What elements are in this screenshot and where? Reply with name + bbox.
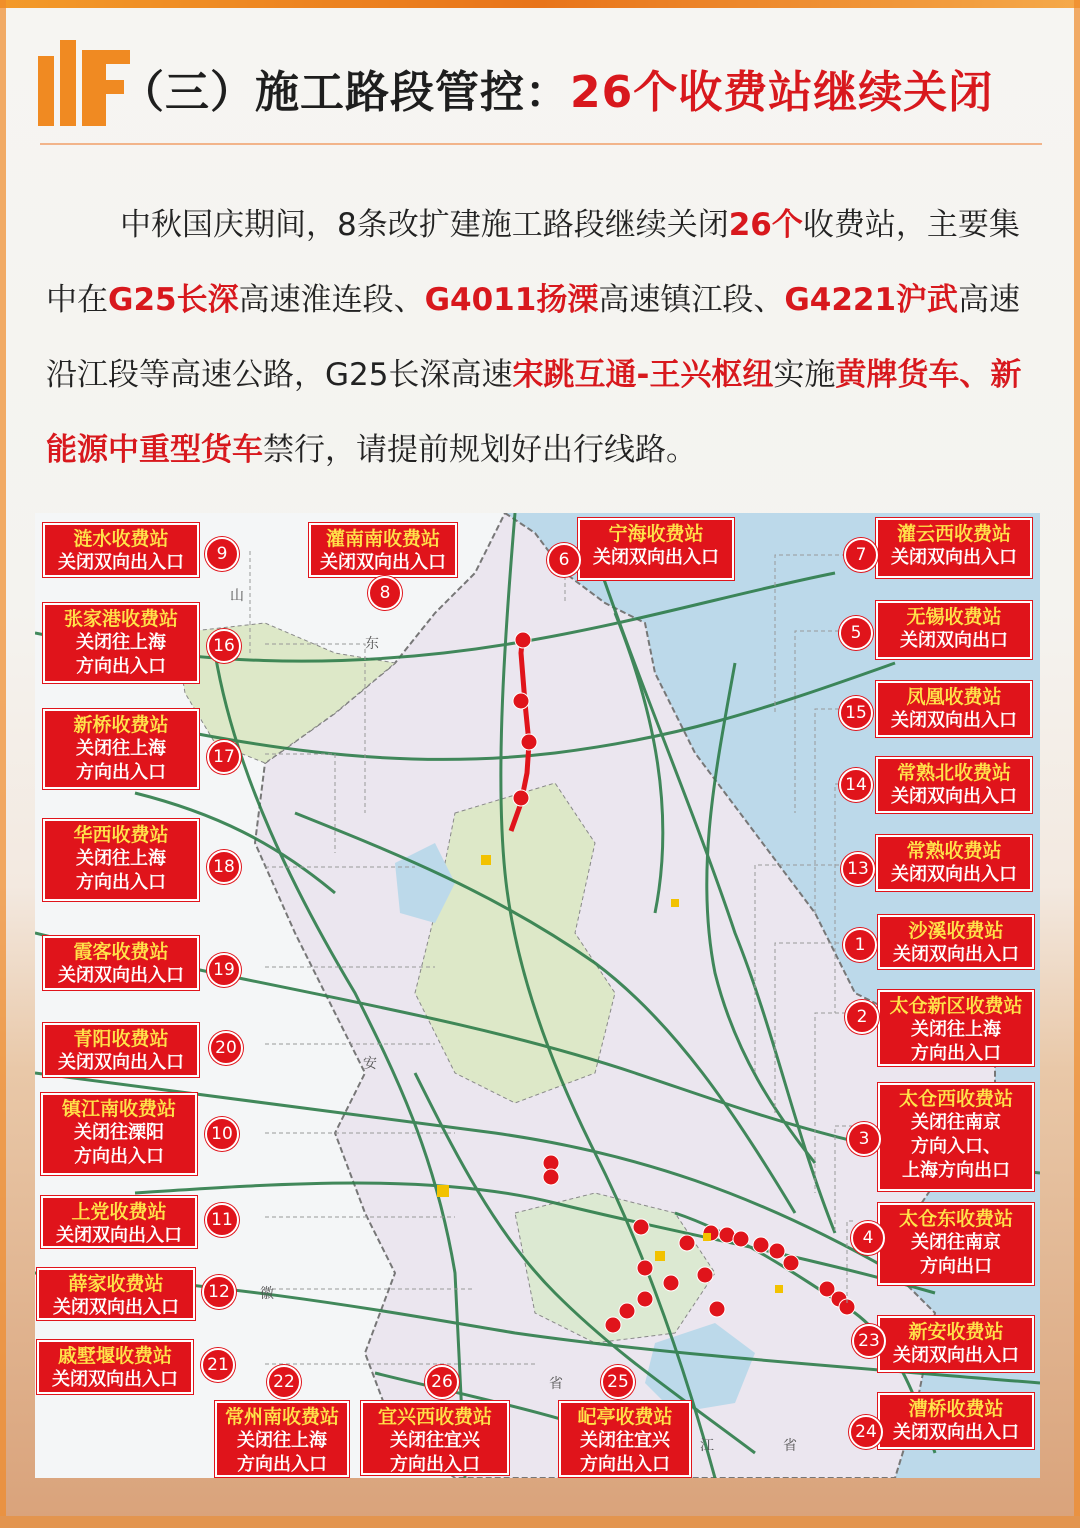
station-closure: 关闭双向出口 <box>900 630 1008 651</box>
title-prefix: （三）施工路段管控： <box>120 67 570 118</box>
bottom-border <box>0 1516 1080 1528</box>
station-number-23: 23 <box>852 1324 886 1358</box>
station-closure: 关闭双向出入口 <box>58 552 184 573</box>
station-name: 涟水收费站 <box>73 528 169 550</box>
station-label-17 <box>43 709 199 789</box>
station-label-26 <box>361 1401 509 1475</box>
top-border <box>0 0 1080 8</box>
paragraph-highlight: 26个 <box>728 207 803 243</box>
station-label-18 <box>43 819 199 901</box>
paragraph-highlight: 宋跳互通-王兴枢纽 <box>512 357 774 393</box>
station-number-11: 11 <box>205 1203 239 1237</box>
station-closure: 关闭往上海 方向出入口 <box>76 848 166 893</box>
paragraph-highlight: G25长深 <box>108 282 239 318</box>
station-closure: 关闭双向出入口 <box>891 710 1017 731</box>
station-closure: 关闭双向出入口 <box>53 1297 179 1318</box>
station-closure: 关闭往上海 方向出入口 <box>911 1019 1001 1064</box>
station-name: 太仓新区收费站 <box>889 995 1023 1017</box>
station-name: 上党收费站 <box>71 1201 167 1223</box>
station-label-16 <box>43 603 199 683</box>
station-name: 屺亭收费站 <box>577 1406 673 1428</box>
station-number-9: 9 <box>205 537 239 571</box>
station-name: 宜兴西收费站 <box>377 1406 492 1428</box>
station-closure: 关闭往溧阳 方向出入口 <box>74 1122 164 1167</box>
station-number-15: 15 <box>839 696 873 730</box>
station-number-6: 6 <box>547 543 581 577</box>
station-number-17: 17 <box>207 740 241 774</box>
station-closure: 关闭往宜兴 方向出入口 <box>390 1430 480 1475</box>
station-name: 漕桥收费站 <box>908 1398 1004 1420</box>
station-closure: 关闭往上海 方向出入口 <box>76 632 166 677</box>
station-number-19: 19 <box>207 953 241 987</box>
station-name: 新桥收费站 <box>73 714 169 736</box>
station-name: 常州南收费站 <box>224 1406 339 1428</box>
station-name: 戚墅堰收费站 <box>57 1345 172 1367</box>
station-number-25: 25 <box>601 1365 635 1399</box>
station-number-5: 5 <box>839 616 873 650</box>
station-number-20: 20 <box>209 1031 243 1065</box>
station-label-11 <box>41 1196 197 1248</box>
station-name: 太仓东收费站 <box>898 1208 1013 1230</box>
station-label-19 <box>43 936 199 990</box>
station-closure: 关闭双向出入口 <box>320 552 446 573</box>
place-label: 安 <box>363 1056 377 1072</box>
station-name: 霞客收费站 <box>73 941 169 963</box>
station-name: 华西收费站 <box>73 824 169 846</box>
station-closure: 关闭往宜兴 方向出入口 <box>580 1430 670 1475</box>
station-closure: 关闭往南京 方向出口 <box>911 1232 1001 1277</box>
station-number-26: 26 <box>425 1365 459 1399</box>
station-name: 灌云西收费站 <box>896 523 1011 545</box>
station-name: 薛家收费站 <box>68 1273 164 1295</box>
station-number-21: 21 <box>201 1348 235 1382</box>
paragraph-text: 高速淮连段、 <box>238 282 425 318</box>
station-name: 常熟收费站 <box>906 840 1002 862</box>
station-closure: 关闭双向出入口 <box>891 864 1017 885</box>
station-number-13: 13 <box>841 852 875 886</box>
station-name: 宁海收费站 <box>608 523 704 545</box>
station-name: 凤凰收费站 <box>906 686 1002 708</box>
paragraph-highlight: G4221沪武 <box>784 282 959 318</box>
page-title <box>120 56 993 120</box>
station-name: 沙溪收费站 <box>908 920 1004 942</box>
station-name: 无锡收费站 <box>906 606 1002 628</box>
station-closure: 关闭双向出入口 <box>891 786 1017 807</box>
paragraph-highlight: G4011扬溧 <box>424 282 599 318</box>
paragraph-highlight: 黄牌货车、新能源中重型货车 <box>46 357 1022 468</box>
place-label: 东 <box>365 636 379 652</box>
station-label-5 <box>876 601 1032 659</box>
station-label-15 <box>876 681 1032 737</box>
station-number-24: 24 <box>849 1415 883 1449</box>
station-name: 太仓西收费站 <box>898 1088 1013 1110</box>
left-border <box>0 0 6 1528</box>
station-label-2 <box>878 990 1034 1066</box>
station-label-21 <box>37 1340 193 1394</box>
station-number-16: 16 <box>207 629 241 663</box>
intro-paragraph <box>46 188 1041 488</box>
station-label-25 <box>559 1401 691 1477</box>
station-number-1: 1 <box>843 928 877 962</box>
place-label: 省 <box>783 1438 797 1454</box>
place-label: 山 <box>230 588 244 604</box>
station-number-12: 12 <box>202 1275 236 1309</box>
station-number-3: 3 <box>847 1122 881 1156</box>
station-closure: 关闭往南京 方向入口、 上海方向出口 <box>902 1112 1010 1181</box>
station-label-13 <box>876 835 1032 891</box>
place-label: 省 <box>549 1376 563 1392</box>
station-label-22 <box>215 1401 349 1477</box>
station-closure: 关闭双向出入口 <box>893 1422 1019 1443</box>
station-closure: 关闭往上海 方向出入口 <box>237 1430 327 1475</box>
station-number-4: 4 <box>851 1221 885 1255</box>
station-closure: 关闭双向出入口 <box>593 547 719 568</box>
place-label: 徽 <box>260 1286 274 1302</box>
station-label-24 <box>878 1393 1034 1449</box>
station-number-14: 14 <box>839 768 873 802</box>
station-number-2: 2 <box>845 1000 879 1034</box>
station-label-14 <box>876 757 1032 813</box>
toll-station-map <box>35 513 1040 1478</box>
station-number-8: 8 <box>368 576 402 610</box>
station-label-7 <box>876 518 1032 578</box>
title-highlight: 26个收费站继续关闭 <box>570 67 994 118</box>
station-number-7: 7 <box>844 538 878 572</box>
station-number-22: 22 <box>267 1365 301 1399</box>
station-label-6 <box>578 518 734 580</box>
station-label-12 <box>37 1268 195 1320</box>
station-closure: 关闭双向出入口 <box>56 1225 182 1246</box>
station-closure: 关闭双向出入口 <box>893 1345 1019 1366</box>
paragraph-text: 中秋国庆期间，8条改扩建施工路段继续关闭 <box>120 207 729 243</box>
station-closure: 关闭双向出入口 <box>58 1052 184 1073</box>
station-label-23 <box>878 1316 1034 1372</box>
station-name: 镇江南收费站 <box>61 1098 176 1120</box>
paragraph-text: 高速镇江段、 <box>598 282 785 318</box>
section-marker-icon <box>38 40 130 128</box>
place-label: 江 <box>700 1438 714 1454</box>
paragraph-text: 禁行，请提前规划好出行线路。 <box>263 432 697 468</box>
station-closure: 关闭往上海 方向出入口 <box>76 738 166 783</box>
paragraph-text: 高速沿江段等高速公路，G25长深高速 <box>46 282 1021 393</box>
station-label-8 <box>309 523 457 577</box>
station-label-9 <box>43 523 199 577</box>
station-name: 新安收费站 <box>908 1321 1004 1343</box>
station-label-4 <box>878 1203 1034 1285</box>
paragraph-text: 收费站，主要集中在 <box>46 207 1020 318</box>
station-number-10: 10 <box>205 1117 239 1151</box>
station-name: 常熟北收费站 <box>896 762 1011 784</box>
station-name: 青阳收费站 <box>73 1028 169 1050</box>
station-number-18: 18 <box>207 850 241 884</box>
station-label-20 <box>43 1023 199 1077</box>
title-divider <box>40 143 1042 145</box>
station-closure: 关闭双向出入口 <box>891 547 1017 568</box>
station-label-1 <box>878 915 1034 969</box>
station-closure: 关闭双向出入口 <box>52 1369 178 1390</box>
paragraph-text: 实施 <box>773 357 836 393</box>
station-closure: 关闭双向出入口 <box>893 944 1019 965</box>
station-name: 灌南南收费站 <box>325 528 440 550</box>
right-border <box>1074 0 1080 1528</box>
station-label-3 <box>878 1083 1034 1191</box>
station-closure: 关闭双向出入口 <box>58 965 184 986</box>
station-label-10 <box>41 1093 197 1175</box>
station-name: 张家港收费站 <box>63 608 178 630</box>
